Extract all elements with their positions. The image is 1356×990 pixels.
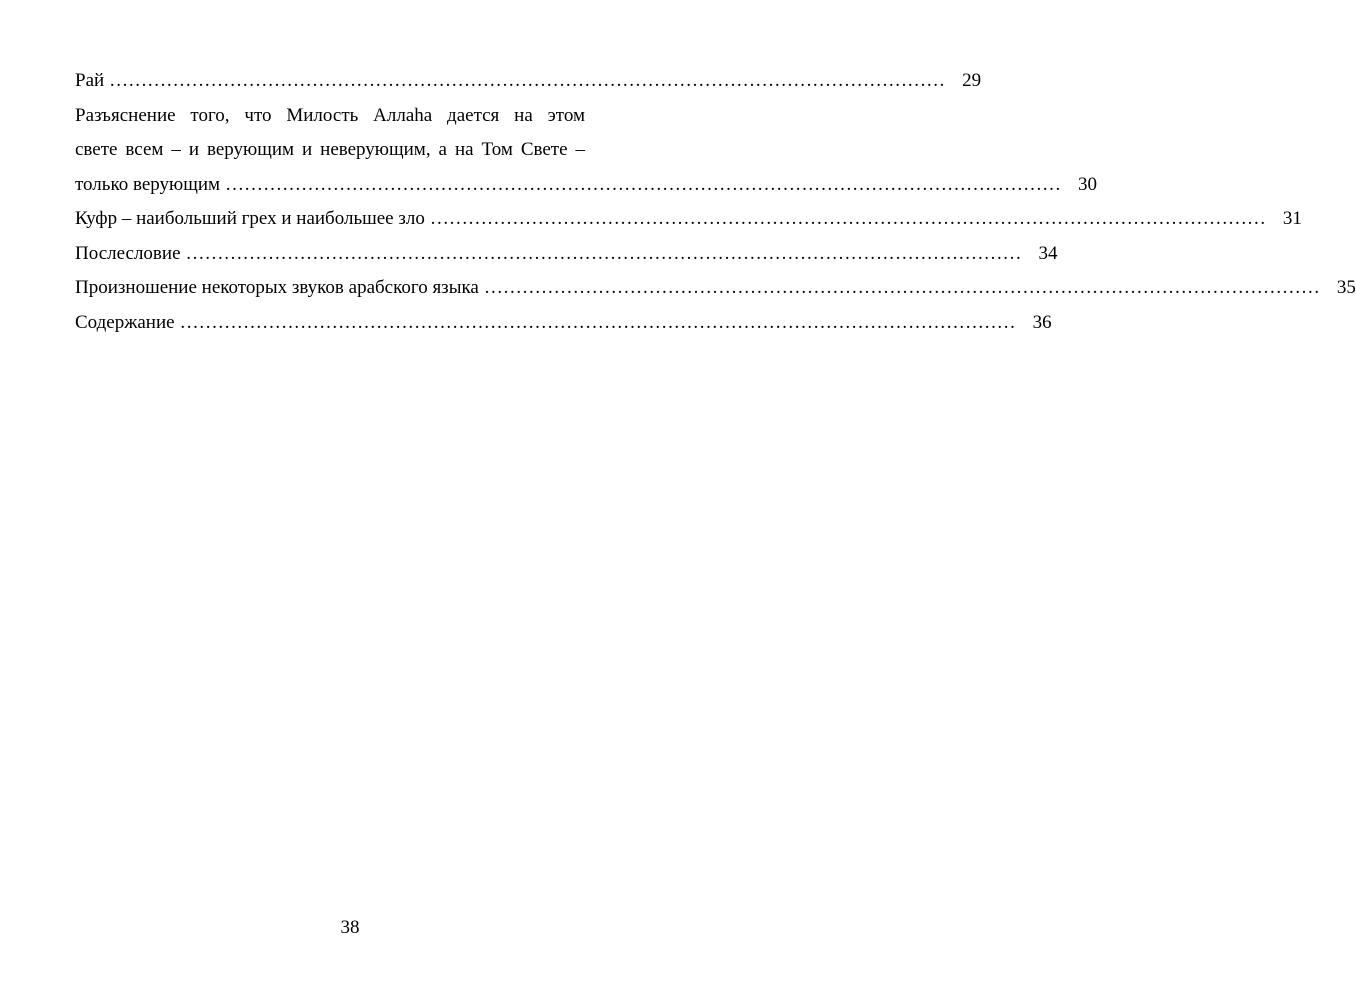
table-of-contents [75,64,1356,340]
toc-entry-mercy-explanation[interactable] [75,99,1098,203]
toc-entry-title-line-2: свете всем – и верующим и неверующим, а на Том Свете – [75,139,585,160]
toc-dot-leader: …………………………………………………………………………………………………………………… [483,277,1320,298]
toc-dot-leader: …………………………………………………………………………………………………………………… [185,242,1022,264]
toc-dot-leader: …………………………………………………………………………………………………………………… [429,208,1266,229]
toc-entry-title-line-1: Разъяснение того, что Милость Аллаhа дается на этом [75,104,585,126]
toc-entry-last-line [75,168,1098,203]
toc-entry-page: 34 [1038,242,1058,264]
toc-entry-page: 29 [962,70,982,91]
toc-entry-page: 30 [1078,173,1098,195]
toc-dot-leader: …………………………………………………………………………………………………………………… [109,70,946,91]
toc-entry-title: только верующим [75,173,221,195]
toc-entry-page: 31 [1282,208,1302,229]
toc-entry-title: Послесловие [75,242,181,264]
toc-entry-page: 35 [1336,277,1356,298]
toc-entry-kufr[interactable] [75,202,1302,237]
toc-entry-title: Произношение некоторых звуков арабского языка [75,277,479,298]
toc-entry-afterword[interactable] [75,237,1058,272]
toc-entry-pronunciation[interactable] [75,271,1356,306]
toc-entry-page: 36 [1032,311,1052,333]
toc-entry-title: Рай [75,70,105,91]
toc-entry-paradise[interactable] [75,64,982,99]
toc-dot-leader: …………………………………………………………………………………………………………………… [225,173,1062,195]
toc-entry-title: Содержание [75,311,175,333]
toc-entry-title: Куфр – наибольший грех и наибольшее зло [75,208,425,229]
toc-entry-contents[interactable] [75,306,1052,341]
toc-dot-leader: …………………………………………………………………………………………………………………… [179,311,1016,333]
page-number: 38 [340,917,360,938]
